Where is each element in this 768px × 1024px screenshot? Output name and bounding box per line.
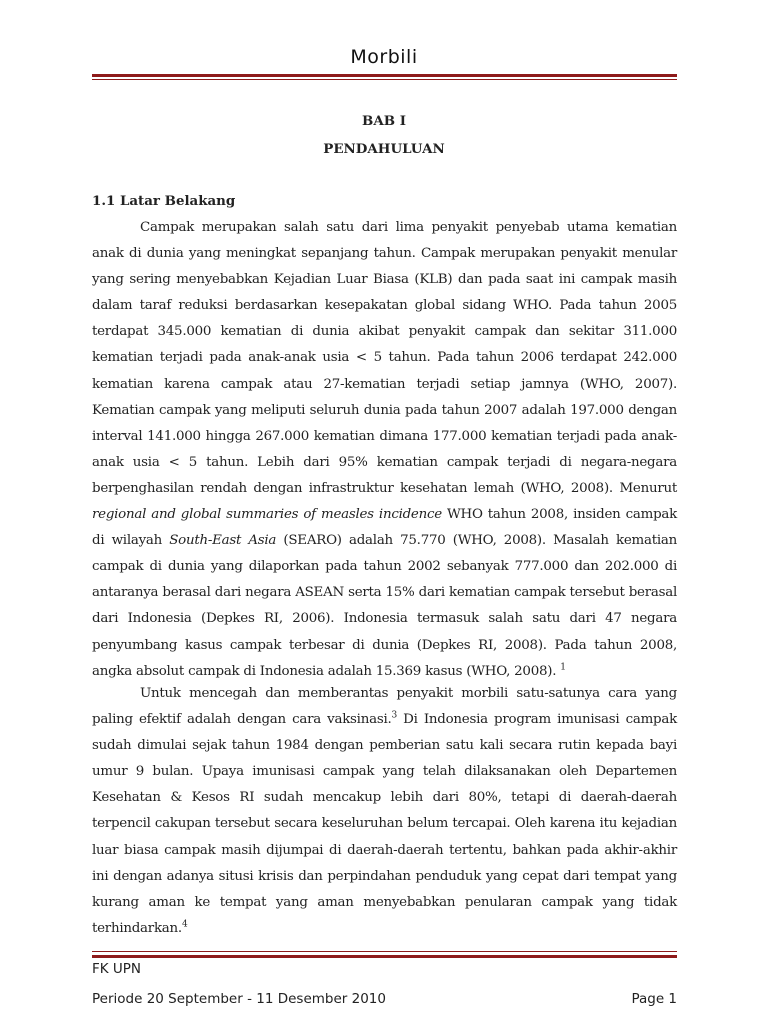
footnote-ref-4: 4 [181, 919, 188, 930]
header-rule-thick [92, 74, 677, 77]
paragraph-2-text-b: Di Indonesia program imunisasi campak sudah dimulai sejak tahun 1984 dengan pemberian satu kali secara rutin kepada bayi umur 9 bulan. Upaya imunisasi campak yang telah dilaksanakan oleh Departemen Kesehatan & Kesos RI sudah mencakup lebih dari 80%, tetapi di daerah-daerah terpencil cakupan tersebut secara keseluruhan belum tercapai. Oleh karena itu kejadian luar biasa campak masih dijumpai di daerah-daerah tertentu, bahkan pada akhir-akhir ini dengan adanya situsi krisis dan perpindahan penduduk yang cepat dari tempat yang kurang aman ke tempat yang aman menyebabkan penularan campak yang tidak terhindarkan. [92, 712, 677, 936]
paragraph-1-italic-a: regional and global summaries of measles incidence [92, 507, 442, 523]
footer-rule-thick [92, 955, 677, 958]
paragraph-1-text-c: (SEARO) adalah 75.770 (WHO, 2008). Masalah kematian campak di dunia yang dilaporkan pada tahun 2002 sebanyak 777.000 dan 202.000 di antaranya berasal dari negara ASEAN serta 15% dari kematian campak tersebut berasal dari Indonesia (Depkes RI, 2006). Indonesia termasuk salah satu dari 47 negara penyumbang kasus campak terbesar di dunia (Depkes RI, 2008). Pada tahun 2008, angka absolut campak di Indonesia adalah 15.369 kasus (WHO, 2008). [92, 533, 677, 679]
footer-period: Periode 20 September - 11 Desember 2010 [92, 991, 386, 1007]
paragraph-2 [92, 681, 677, 942]
paragraph-1-italic-b: South-East Asia [169, 533, 277, 549]
footer-page-number: Page 1 [631, 991, 677, 1007]
paragraph-1-text-a: Campak merupakan salah satu dari lima penyakit penyebab utama kematian anak di dunia yang meningkat sepanjang tahun. Campak merupakan penyakit menular yang sering menyebabkan Kejadian Luar Biasa (KLB) dan pada saat ini campak masih dalam taraf reduksi berdasarkan kesepakatan global sidang WHO. Pada tahun 2005 terdapat 345.000 kematian di dunia akibat penyakit campak dan sekitar 311.000 kematian terjadi pada anak-anak usia < 5 tahun. Pada tahun 2006 terdapat 242.000 kematian karena campak atau 27-kematian terjadi setiap jamnya (WHO, 2007). Kematian campak yang meliputi seluruh dunia pada tahun 2007 adalah 197.000 dengan interval 141.000 hingga 267.000 kematian dimana 177.000 kematian terjadi pada anak-anak usia < 5 tahun. Lebih dari 95% kematian campak terjadi di negara-negara berpenghasilan rendah dengan infrastruktur kesehatan lemah (WHO, 2008). Menurut [92, 220, 677, 496]
footnote-ref-3: 3 [391, 710, 397, 721]
section-heading: 1.1 Latar Belakang [92, 193, 236, 209]
chapter-number: BAB I [362, 113, 406, 129]
paragraph-2-text-a: Untuk mencegah dan memberantas penyakit morbili satu-satunya cara yang paling efektif adalah dengan cara vaksinasi. [92, 686, 677, 728]
paragraph-1-text-b: WHO tahun 2008, insiden campak di wilayah [92, 507, 677, 549]
chapter-title: PENDAHULUAN [323, 141, 445, 157]
footer-rule-thin [92, 951, 677, 952]
footnote-ref-1: 1 [560, 662, 566, 673]
page-header-title: Morbili [350, 46, 418, 68]
header-rule-thin [92, 79, 677, 80]
footer-institution: FK UPN [92, 961, 142, 977]
paragraph-1 [92, 215, 677, 685]
